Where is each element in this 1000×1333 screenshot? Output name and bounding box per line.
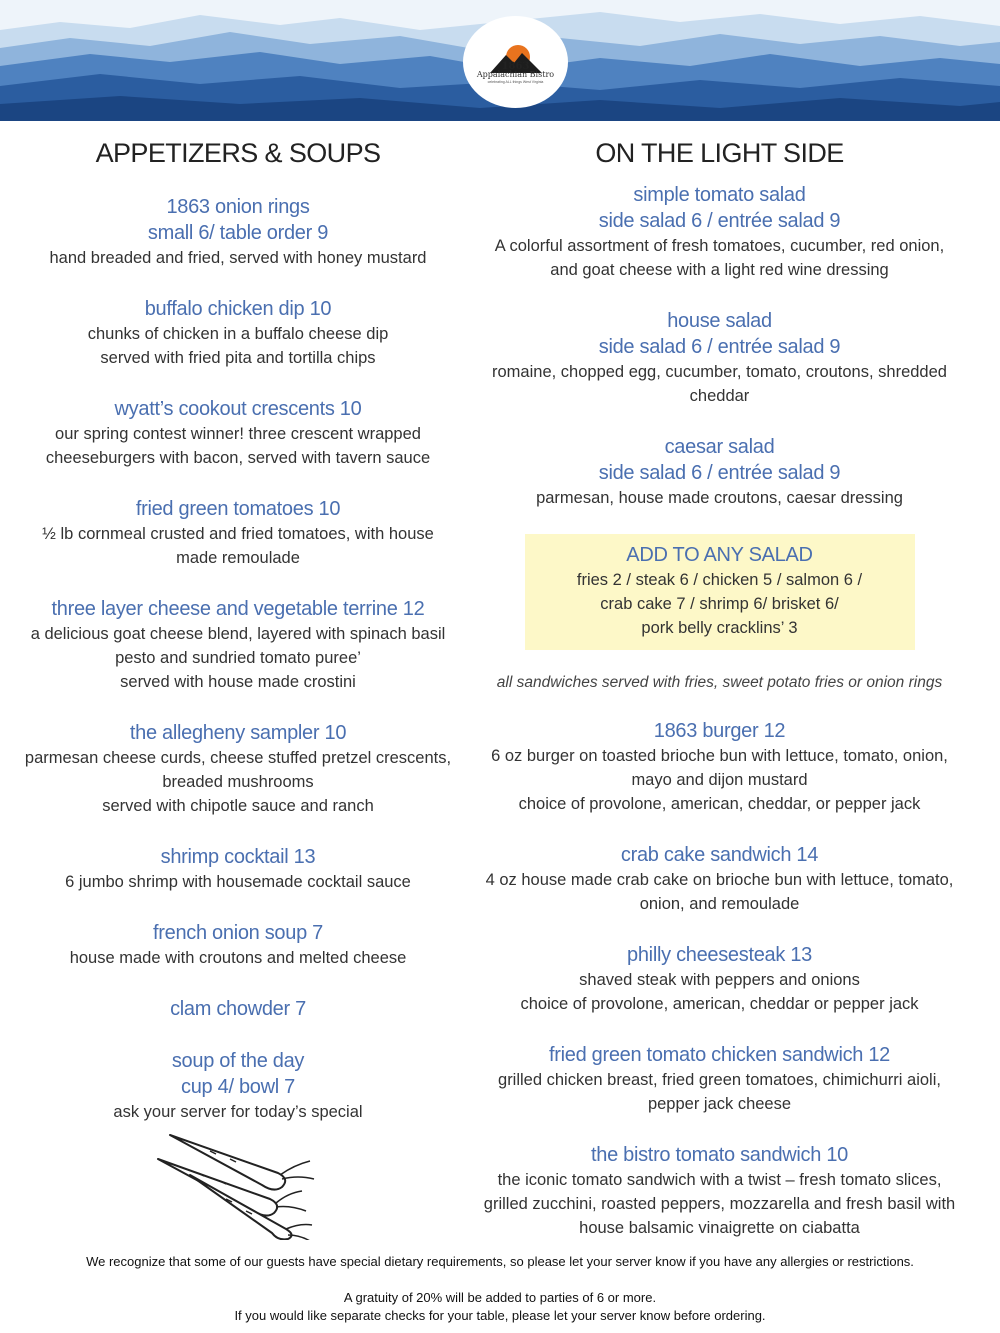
gratuity-notice: A gratuity of 20% will be added to parties of 6 or more.	[343, 1290, 657, 1305]
bistro-logo	[463, 16, 568, 108]
section-heading-light-side: ON THE LIGHT SIDE	[595, 138, 844, 168]
menu-item-title: side salad 6 / entrée salad 9	[598, 462, 841, 484]
menu-item-title: caesar salad	[664, 436, 775, 458]
menu-item	[12, 920, 464, 970]
menu-item-title: clam chowder 7	[170, 998, 306, 1020]
menu-item-description: house made with croutons and melted cheese	[69, 949, 407, 967]
menu-item-description: 6 jumbo shrimp with housemade cocktail sauce	[65, 873, 411, 891]
menu-item-description: breaded mushrooms	[162, 773, 314, 791]
section-heading-appetizers: APPETIZERS & SOUPS	[95, 138, 381, 168]
menu-item-title: 1863 onion rings	[166, 196, 310, 218]
menu-item-title: fried green tomato chicken sandwich 12	[548, 1044, 891, 1066]
appetizers-list	[12, 194, 464, 1124]
sandwiches-list	[462, 718, 977, 1240]
menu-item-title: side salad 6 / entrée salad 9	[598, 210, 841, 232]
menu-item-description: served with house made crostini	[120, 673, 356, 691]
menu-item-title: 1863 burger 12	[653, 720, 786, 742]
menu-item-description: served with chipotle sauce and ranch	[102, 797, 374, 815]
addon-option-line: pork belly cracklins’ 3	[641, 619, 798, 637]
menu-item-description: choice of provolone, american, cheddar or pepper jack	[520, 995, 919, 1013]
dietary-notice: We recognize that some of our guests have special dietary requirements, so please let your server know if you have any allergies or restrictions.	[86, 1254, 914, 1269]
menu-item-title: crab cake sandwich 14	[620, 844, 819, 866]
menu-item	[462, 182, 977, 282]
carrots-illustration	[150, 1125, 330, 1245]
menu-item-description: grilled zucchini, roasted peppers, mozzarella and fresh basil with	[483, 1195, 956, 1213]
menu-item	[462, 1042, 977, 1116]
menu-item-description: our spring contest winner! three crescent wrapped	[55, 425, 421, 443]
menu-item-title: three layer cheese and vegetable terrine 12	[51, 598, 425, 620]
menu-item	[12, 996, 464, 1022]
menu-item	[12, 296, 464, 370]
menu-item-description: the iconic tomato sandwich with a twist – fresh tomato slices,	[497, 1171, 942, 1189]
menu-item-description: choice of provolone, american, cheddar, or pepper jack	[518, 795, 921, 813]
menu-item-description: served with fried pita and tortilla chips	[100, 349, 376, 367]
menu-item-description: a delicious goat cheese blend, layered with spinach basil	[30, 625, 446, 643]
menu-item	[462, 718, 977, 816]
menu-item	[12, 844, 464, 894]
menu-item-description: shaved steak with peppers and onions	[579, 971, 860, 989]
addon-title: ADD TO ANY SALAD	[626, 544, 813, 566]
menu-item	[12, 1048, 464, 1124]
light-side-column	[462, 128, 977, 1240]
add-to-salad-box	[525, 534, 915, 650]
menu-item-title: cup 4/ bowl 7	[181, 1076, 295, 1098]
menu-item-title: wyatt’s cookout crescents 10	[114, 398, 362, 420]
menu-item-title: simple tomato salad	[633, 184, 806, 206]
menu-item	[12, 396, 464, 470]
menu-item-description: ask your server for today’s special	[113, 1103, 363, 1121]
separate-checks-notice: If you would like separate checks for your table, please let your server know before ordering.	[234, 1308, 766, 1323]
menu-item-description: romaine, chopped egg, cucumber, tomato, croutons, shredded	[492, 363, 947, 381]
menu-item-description: parmesan cheese curds, cheese stuffed pretzel crescents,	[24, 749, 452, 767]
menu-item-description: ½ lb cornmeal crusted and fried tomatoes, with house	[42, 525, 434, 543]
menu-item-description: A colorful assortment of fresh tomatoes, cucumber, red onion,	[494, 237, 945, 255]
menu-item-title: soup of the day	[171, 1050, 305, 1072]
menu-item-description: house balsamic vinaigrette on ciabatta	[579, 1219, 860, 1237]
addon-option-line: crab cake 7 / shrimp 6/ brisket 6/	[600, 595, 839, 613]
logo-tagline: celebrating ALL things West Virginia	[487, 79, 544, 84]
menu-item-title: philly cheesesteak 13	[627, 944, 812, 966]
menu-item	[12, 596, 464, 694]
addon-options	[525, 568, 915, 640]
menu-item-description: mayo and dijon mustard	[631, 771, 808, 789]
menu-item	[12, 720, 464, 818]
logo-name: Appalachian Bistro	[476, 69, 555, 79]
menu-item-title: the allegheny sampler 10	[129, 722, 347, 744]
menu-item-description: pesto and sundried tomato puree’	[115, 649, 361, 667]
menu-item-description: cheeseburgers with bacon, served with tavern sauce	[45, 449, 431, 467]
menu-item	[462, 434, 977, 510]
menu-item-title: buffalo chicken dip 10	[144, 298, 332, 320]
menu-item	[462, 1142, 977, 1240]
mountain-banner	[0, 0, 1000, 121]
menu-item	[462, 942, 977, 1016]
menu-item	[462, 842, 977, 916]
menu-item-title: the bistro tomato sandwich 10	[590, 1144, 848, 1166]
menu-item	[462, 308, 977, 408]
menu-item-description: and goat cheese with a light red wine dressing	[550, 261, 889, 279]
menu-item-description: onion, and remoulade	[639, 895, 800, 913]
menu-item-title: french onion soup 7	[153, 922, 323, 944]
menu-item-description: 6 oz burger on toasted brioche bun with lettuce, tomato, onion,	[491, 747, 948, 765]
carrots-icon	[150, 1125, 330, 1240]
menu-item	[12, 496, 464, 570]
menu-item-title: shrimp cocktail 13	[160, 846, 316, 868]
logo-number: 1863	[501, 60, 530, 72]
menu-item-description: parmesan, house made croutons, caesar dressing	[536, 489, 903, 507]
menu-item-description: 4 oz house made crab cake on brioche bun with lettuce, tomato,	[485, 871, 954, 889]
menu-item-title: small 6/ table order 9	[147, 222, 329, 244]
menu-item-description: hand breaded and fried, served with honey mustard	[49, 249, 427, 267]
addon-option-line: fries 2 / steak 6 / chicken 5 / salmon 6 /	[576, 571, 863, 589]
salads-list	[462, 182, 977, 510]
menu-item	[12, 194, 464, 270]
appetizers-column	[12, 128, 464, 1124]
menu-item-description: chunks of chicken in a buffalo cheese dip	[87, 325, 389, 343]
menu-item-description: cheddar	[689, 387, 750, 405]
menu-item-description: pepper jack cheese	[647, 1095, 792, 1113]
menu-item-title: side salad 6 / entrée salad 9	[598, 336, 841, 358]
menu-item-description: made remoulade	[176, 549, 300, 567]
menu-item-title: fried green tomatoes 10	[135, 498, 341, 520]
menu-item-description: grilled chicken breast, fried green tomatoes, chimichurri aioli,	[498, 1071, 941, 1089]
menu-item-title: house salad	[667, 310, 772, 332]
sandwich-sides-note: all sandwiches served with fries, sweet potato fries or onion rings	[496, 674, 943, 691]
